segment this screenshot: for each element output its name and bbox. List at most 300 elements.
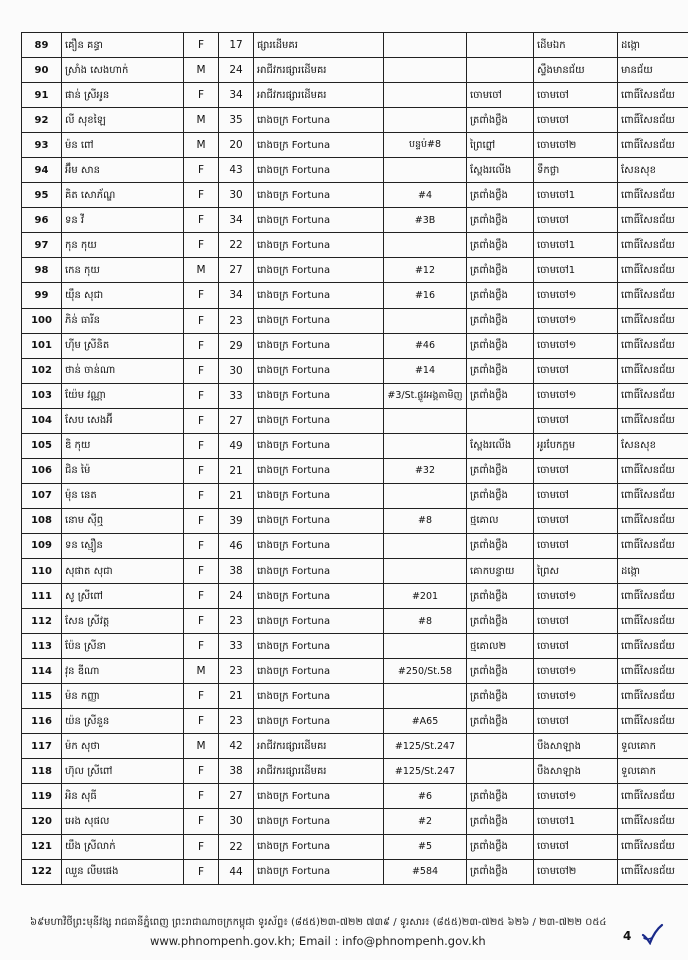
- cell-name: ថាន់ ចាន់ណា: [62, 358, 184, 383]
- cell-workplace: រោងចក្រ Fortuna: [254, 133, 384, 158]
- footer-address: ៦៩មហាវិថីព្រះមុនីវង្ស រាជធានីភ្នំពេញ ព្រះរាជាណាចក្រកម្ពុជា ទូរស័ព្ទ៖ (៨៥៥)២៣-៧២២ ៧៣៩ / ទូរសារ៖ (៨៥៥)២៣-៧២៥ ៦២៦ / ២៣-៧២២ ០៥៤: [30, 917, 607, 928]
- table-row: [22, 233, 688, 258]
- table-row: [22, 684, 688, 709]
- cell-house-address: [384, 408, 467, 433]
- cell-number: 112: [22, 609, 62, 634]
- cell-age: 44: [219, 859, 254, 884]
- cell-workplace: អាជីវករផ្សារដើមគរ: [254, 83, 384, 108]
- cell-commune: ចោមចៅ: [534, 408, 618, 433]
- cell-commune: ចោមចៅ: [534, 358, 618, 383]
- cell-age: 35: [219, 108, 254, 133]
- cell-village: ព្រៃព្នៅ: [467, 133, 534, 158]
- cell-district: ពោធិ៍សែនជ័យ: [618, 508, 688, 533]
- table-row: [22, 834, 688, 859]
- cell-age: 23: [219, 709, 254, 734]
- cell-district: ពោធិ៍សែនជ័យ: [618, 333, 688, 358]
- cell-number: 104: [22, 408, 62, 433]
- cell-village: ត្រពាំងថ្លឹង: [467, 233, 534, 258]
- cell-number: 109: [22, 533, 62, 558]
- cell-village: ត្រពាំងថ្លឹង: [467, 809, 534, 834]
- cell-sex: F: [184, 859, 219, 884]
- cell-workplace: រោងចក្រ Fortuna: [254, 659, 384, 684]
- cell-age: 27: [219, 784, 254, 809]
- cell-name: ភិន់ ធារីន: [62, 308, 184, 333]
- cell-number: 93: [22, 133, 62, 158]
- cell-age: 38: [219, 558, 254, 583]
- cell-house-address: [384, 433, 467, 458]
- cell-commune: ចោមចៅ១: [534, 283, 618, 308]
- cell-commune: ព្រៃស: [534, 558, 618, 583]
- cell-name: ប៉ែន ស្រីនា: [62, 634, 184, 659]
- cell-commune: ចោមចៅ១: [534, 784, 618, 809]
- cell-age: 39: [219, 508, 254, 533]
- table-row: [22, 558, 688, 583]
- cell-district: ពោធិ៍សែនជ័យ: [618, 609, 688, 634]
- cell-district: មានជ័យ: [618, 58, 688, 83]
- cell-age: 22: [219, 233, 254, 258]
- cell-village: ថ្មគោល: [467, 508, 534, 533]
- cell-district: ពោធិ៍សែនជ័យ: [618, 183, 688, 208]
- cell-workplace: រោងចក្រ Fortuna: [254, 584, 384, 609]
- cell-village: ត្រពាំងថ្លឹង: [467, 784, 534, 809]
- cell-house-address: #201: [384, 584, 467, 609]
- cell-name: ស្រាំង សេងហាក់: [62, 58, 184, 83]
- cell-village: [467, 58, 534, 83]
- table-row: [22, 283, 688, 308]
- cell-district: ពោធិ៍សែនជ័យ: [618, 584, 688, 609]
- cell-number: 89: [22, 33, 62, 58]
- cell-commune: ចោមចៅ1: [534, 183, 618, 208]
- cell-village: ត្រពាំងថ្លឹង: [467, 483, 534, 508]
- table-row: [22, 258, 688, 283]
- cell-commune: ចោមចៅ១: [534, 684, 618, 709]
- cell-district: ពោធិ៍សែនជ័យ: [618, 684, 688, 709]
- cell-number: 120: [22, 809, 62, 834]
- cell-number: 107: [22, 483, 62, 508]
- cell-house-address: #2: [384, 809, 467, 834]
- cell-sex: F: [184, 483, 219, 508]
- cell-village: ត្រពាំងថ្លឹង: [467, 108, 534, 133]
- cell-commune: ចោមចៅ១: [534, 308, 618, 333]
- cell-village: ត្រពាំងថ្លឹង: [467, 308, 534, 333]
- cell-house-address: [384, 483, 467, 508]
- cell-house-address: #16: [384, 283, 467, 308]
- cell-commune: ចោមចៅ: [534, 533, 618, 558]
- cell-age: 38: [219, 759, 254, 784]
- table-row: [22, 609, 688, 634]
- cell-district: ពោធិ៍សែនជ័យ: [618, 308, 688, 333]
- cell-commune: ចោមចៅ: [534, 609, 618, 634]
- cell-workplace: រោងចក្រ Fortuna: [254, 859, 384, 884]
- cell-village: [467, 33, 534, 58]
- cell-name: ឌិ កុយ: [62, 433, 184, 458]
- cell-sex: F: [184, 408, 219, 433]
- table-row: [22, 759, 688, 784]
- cell-name: ម៉ុន នេត: [62, 483, 184, 508]
- cell-sex: F: [184, 584, 219, 609]
- cell-sex: F: [184, 609, 219, 634]
- cell-village: គោកបន្ទាយ: [467, 558, 534, 583]
- cell-name: ទន ស្មឿន: [62, 533, 184, 558]
- cell-house-address: #250/St.58: [384, 659, 467, 684]
- cell-sex: M: [184, 659, 219, 684]
- cell-age: 42: [219, 734, 254, 759]
- cell-number: 98: [22, 258, 62, 283]
- cell-workplace: រោងចក្រ Fortuna: [254, 208, 384, 233]
- cell-age: 21: [219, 458, 254, 483]
- cell-name: អិន សុធី: [62, 784, 184, 809]
- cell-age: 27: [219, 408, 254, 433]
- cell-village: ត្រពាំងថ្លឹង: [467, 358, 534, 383]
- cell-number: 106: [22, 458, 62, 483]
- cell-workplace: រោងចក្រ Fortuna: [254, 684, 384, 709]
- cell-name: សុផាត សុជា: [62, 558, 184, 583]
- cell-district: ពោធិ៍សែនជ័យ: [618, 483, 688, 508]
- cell-village: ត្រពាំងថ្លឹង: [467, 458, 534, 483]
- cell-name: អ៊ឹម សាន: [62, 158, 184, 183]
- cell-village: ស្ពែងរលើង: [467, 433, 534, 458]
- cell-district: ពោធិ៍សែនជ័យ: [618, 233, 688, 258]
- cell-name: កេន កុយ: [62, 258, 184, 283]
- cell-village: [467, 408, 534, 433]
- cell-district: ពោធិ៍សែនជ័យ: [618, 634, 688, 659]
- table-row: [22, 784, 688, 809]
- table-row: [22, 183, 688, 208]
- cell-name: លី សុខឡៃ: [62, 108, 184, 133]
- cell-workplace: រោងចក្រ Fortuna: [254, 383, 384, 408]
- cell-house-address: [384, 158, 467, 183]
- cell-house-address: #3/St.ផ្លូវអង្គតាមិញ: [384, 383, 467, 408]
- cell-house-address: #3B: [384, 208, 467, 233]
- cell-house-address: [384, 58, 467, 83]
- cell-workplace: អាជីវករផ្សារដើមគរ: [254, 734, 384, 759]
- cell-sex: F: [184, 433, 219, 458]
- cell-number: 105: [22, 433, 62, 458]
- cell-district: ពោធិ៍សែនជ័យ: [618, 458, 688, 483]
- cell-commune: ចោមចៅ: [534, 108, 618, 133]
- cell-commune: អូរបែកក្អម: [534, 433, 618, 458]
- cell-name: ជិន ម៉ៃ: [62, 458, 184, 483]
- cell-district: ពោធិ៍សែនជ័យ: [618, 859, 688, 884]
- cell-house-address: #125/St.247: [384, 759, 467, 784]
- table-row: [22, 158, 688, 183]
- cell-number: 121: [22, 834, 62, 859]
- cell-village: ត្រពាំងថ្លឹង: [467, 533, 534, 558]
- cell-number: 113: [22, 634, 62, 659]
- cell-number: 101: [22, 333, 62, 358]
- cell-sex: F: [184, 684, 219, 709]
- cell-commune: ចោមចៅ1: [534, 233, 618, 258]
- cell-number: 96: [22, 208, 62, 233]
- cell-commune: ចោមចៅ: [534, 634, 618, 659]
- cell-sex: F: [184, 158, 219, 183]
- cell-house-address: #12: [384, 258, 467, 283]
- cell-house-address: #46: [384, 333, 467, 358]
- cell-commune: ចោមចៅ១: [534, 584, 618, 609]
- cell-age: 33: [219, 634, 254, 659]
- cell-commune: បឹងសាឡាង: [534, 759, 618, 784]
- cell-house-address: [384, 308, 467, 333]
- cell-commune: ចោមចៅ: [534, 458, 618, 483]
- cell-commune: ទឹកថ្លា: [534, 158, 618, 183]
- cell-workplace: រោងចក្រ Fortuna: [254, 458, 384, 483]
- cell-number: 90: [22, 58, 62, 83]
- case-table-body: [22, 33, 688, 885]
- cell-house-address: #125/St.247: [384, 734, 467, 759]
- cell-commune: ចោមចៅ២: [534, 133, 618, 158]
- cell-age: 23: [219, 308, 254, 333]
- cell-name: គិត សោភ័ណ្ឌ: [62, 183, 184, 208]
- cell-district: ដង្កោ: [618, 558, 688, 583]
- table-row: [22, 533, 688, 558]
- cell-workplace: ផ្សារដើមគរ: [254, 33, 384, 58]
- cell-workplace: រោងចក្រ Fortuna: [254, 483, 384, 508]
- table-row: [22, 508, 688, 533]
- cell-house-address: [384, 83, 467, 108]
- cell-district: ពោធិ៍សែនជ័យ: [618, 258, 688, 283]
- page-number: 4: [623, 929, 632, 943]
- table-row: [22, 734, 688, 759]
- cell-house-address: #4: [384, 183, 467, 208]
- cell-workplace: រោងចក្រ Fortuna: [254, 433, 384, 458]
- cell-district: ពោធិ៍សែនជ័យ: [618, 83, 688, 108]
- cell-village: ត្រពាំងថ្លឹង: [467, 183, 534, 208]
- cell-workplace: រោងចក្រ Fortuna: [254, 809, 384, 834]
- cell-number: 100: [22, 308, 62, 333]
- cell-name: គឿន គន្ធា: [62, 33, 184, 58]
- cell-village: ត្រពាំងថ្លឹង: [467, 859, 534, 884]
- footer-contact: www.phnompenh.gov.kh; Email : info@phnompenh.gov.kh: [150, 934, 486, 948]
- cell-age: 49: [219, 433, 254, 458]
- cell-age: 24: [219, 58, 254, 83]
- cell-commune: ចោមចៅ1: [534, 809, 618, 834]
- table-row: [22, 33, 688, 58]
- cell-district: ពោធិ៍សែនជ័យ: [618, 108, 688, 133]
- cell-workplace: រោងចក្រ Fortuna: [254, 258, 384, 283]
- cell-number: 122: [22, 859, 62, 884]
- cell-sex: F: [184, 333, 219, 358]
- cell-workplace: រោងចក្រ Fortuna: [254, 358, 384, 383]
- table-row: [22, 108, 688, 133]
- cell-age: 34: [219, 208, 254, 233]
- table-row: [22, 133, 688, 158]
- cell-name: សូ ស្រីពៅ: [62, 584, 184, 609]
- cell-commune: ចោមចៅ: [534, 483, 618, 508]
- cell-name: ទន វី: [62, 208, 184, 233]
- table-row: [22, 659, 688, 684]
- table-row: [22, 709, 688, 734]
- cell-name: ឈួន លីមផេង: [62, 859, 184, 884]
- cell-age: 43: [219, 158, 254, 183]
- cell-sex: M: [184, 734, 219, 759]
- cell-sex: F: [184, 183, 219, 208]
- cell-village: ត្រពាំងថ្លឹង: [467, 609, 534, 634]
- cell-sex: F: [184, 458, 219, 483]
- cell-commune: ចោមចៅ: [534, 508, 618, 533]
- cell-age: 34: [219, 83, 254, 108]
- table-row: [22, 634, 688, 659]
- cell-number: 119: [22, 784, 62, 809]
- cell-house-address: #6: [384, 784, 467, 809]
- cell-commune: បឹងសាឡាង: [534, 734, 618, 759]
- table-row: [22, 208, 688, 233]
- cell-age: 21: [219, 684, 254, 709]
- cell-number: 115: [22, 684, 62, 709]
- cell-age: 29: [219, 333, 254, 358]
- cell-village: ថ្មគោល២: [467, 634, 534, 659]
- cell-name: អេង សុផល: [62, 809, 184, 834]
- cell-commune: ចោមចៅ1: [534, 258, 618, 283]
- cell-age: 24: [219, 584, 254, 609]
- cell-commune: ដើមឯក: [534, 33, 618, 58]
- cell-commune: ចោមចៅ២: [534, 859, 618, 884]
- cell-name: យ៉ឹន សុជា: [62, 283, 184, 308]
- table-row: [22, 408, 688, 433]
- table-row: [22, 83, 688, 108]
- cell-house-address: បន្ទប់#8: [384, 133, 467, 158]
- table-row: [22, 483, 688, 508]
- cell-district: ពោធិ៍សែនជ័យ: [618, 834, 688, 859]
- table-row: [22, 58, 688, 83]
- cell-workplace: រោងចក្រ Fortuna: [254, 408, 384, 433]
- cell-number: 111: [22, 584, 62, 609]
- cell-age: 33: [219, 383, 254, 408]
- cell-commune: ចោមចៅ១: [534, 659, 618, 684]
- cell-age: 46: [219, 533, 254, 558]
- cell-workplace: រោងចក្រ Fortuna: [254, 283, 384, 308]
- cell-number: 116: [22, 709, 62, 734]
- cell-name: វុន ឌីណា: [62, 659, 184, 684]
- cell-name: កុន កុយ: [62, 233, 184, 258]
- cell-district: ពោធិ៍សែនជ័យ: [618, 659, 688, 684]
- cell-district: ពោធិ៍សែនជ័យ: [618, 208, 688, 233]
- cell-number: 99: [22, 283, 62, 308]
- cell-district: ដង្កោ: [618, 33, 688, 58]
- cell-sex: F: [184, 208, 219, 233]
- cell-district: ពោធិ៍សែនជ័យ: [618, 283, 688, 308]
- cell-name: យឹង ស្រីលាក់: [62, 834, 184, 859]
- cell-workplace: រោងចក្រ Fortuna: [254, 558, 384, 583]
- cell-commune: ចោមចៅ: [534, 834, 618, 859]
- cell-workplace: រោងចក្រ Fortuna: [254, 508, 384, 533]
- cell-number: 110: [22, 558, 62, 583]
- cell-name: យ៉ែម វណ្ណា: [62, 383, 184, 408]
- cell-village: [467, 734, 534, 759]
- cell-name: ម៉ក សុថា: [62, 734, 184, 759]
- cell-sex: M: [184, 108, 219, 133]
- cell-name: នោម ស៊ីឮ: [62, 508, 184, 533]
- cell-district: ពោធិ៍សែនជ័យ: [618, 383, 688, 408]
- table-row: [22, 358, 688, 383]
- cell-sex: M: [184, 258, 219, 283]
- table-row: [22, 859, 688, 884]
- check-mark-icon: [640, 923, 664, 945]
- cell-district: ពោធិ៍សែនជ័យ: [618, 408, 688, 433]
- cell-commune: ចោមចៅ: [534, 709, 618, 734]
- cell-age: 30: [219, 183, 254, 208]
- cell-village: ត្រពាំងថ្លឹង: [467, 584, 534, 609]
- cell-workplace: រោងចក្រ Fortuna: [254, 333, 384, 358]
- cell-house-address: [384, 558, 467, 583]
- cell-name: ហ៊ុល ស្រីពៅ: [62, 759, 184, 784]
- cell-sex: F: [184, 784, 219, 809]
- cell-house-address: #8: [384, 609, 467, 634]
- cell-sex: F: [184, 809, 219, 834]
- table-row: [22, 383, 688, 408]
- cell-workplace: រោងចក្រ Fortuna: [254, 784, 384, 809]
- cell-number: 108: [22, 508, 62, 533]
- cell-house-address: #584: [384, 859, 467, 884]
- cell-age: 30: [219, 809, 254, 834]
- table-row: [22, 333, 688, 358]
- cell-village: ត្រពាំងថ្លឹង: [467, 684, 534, 709]
- cell-sex: F: [184, 358, 219, 383]
- cell-district: ពោធិ៍សែនជ័យ: [618, 533, 688, 558]
- cell-workplace: អាជីវករផ្សារដើមគរ: [254, 759, 384, 784]
- cell-number: 97: [22, 233, 62, 258]
- table-row: [22, 809, 688, 834]
- cell-age: 30: [219, 358, 254, 383]
- cell-number: 95: [22, 183, 62, 208]
- cell-age: 22: [219, 834, 254, 859]
- cell-district: ពោធិ៍សែនជ័យ: [618, 809, 688, 834]
- cell-workplace: រោងចក្រ Fortuna: [254, 158, 384, 183]
- cell-sex: F: [184, 634, 219, 659]
- cell-village: [467, 759, 534, 784]
- cell-village: ត្រពាំងថ្លឹង: [467, 283, 534, 308]
- cell-district: ពោធិ៍សែនជ័យ: [618, 133, 688, 158]
- cell-name: យ៉ន ស្រីនួន: [62, 709, 184, 734]
- cell-number: 94: [22, 158, 62, 183]
- cell-sex: F: [184, 283, 219, 308]
- cell-district: សែនសុខ: [618, 158, 688, 183]
- cell-house-address: #14: [384, 358, 467, 383]
- cell-house-address: [384, 634, 467, 659]
- cell-village: ត្រពាំងថ្លឹង: [467, 709, 534, 734]
- cell-district: ទួលគោក: [618, 759, 688, 784]
- table-row: [22, 458, 688, 483]
- cell-commune: ចោមចៅ: [534, 83, 618, 108]
- cell-house-address: [384, 233, 467, 258]
- cell-village: ត្រពាំងថ្លឹង: [467, 208, 534, 233]
- cell-house-address: #5: [384, 834, 467, 859]
- cell-number: 118: [22, 759, 62, 784]
- cell-sex: F: [184, 834, 219, 859]
- cell-district: សែនសុខ: [618, 433, 688, 458]
- cell-number: 114: [22, 659, 62, 684]
- cell-number: 103: [22, 383, 62, 408]
- cell-village: ស្ពែងរលើង: [467, 158, 534, 183]
- cell-number: 102: [22, 358, 62, 383]
- cell-age: 27: [219, 258, 254, 283]
- cell-sex: F: [184, 83, 219, 108]
- cell-name: ម៉ន កញ្ញា: [62, 684, 184, 709]
- cell-workplace: រោងចក្រ Fortuna: [254, 834, 384, 859]
- cell-village: ត្រពាំងថ្លឹង: [467, 383, 534, 408]
- cell-sex: F: [184, 558, 219, 583]
- cell-house-address: [384, 33, 467, 58]
- cell-name: សែប សេងអ៊ី: [62, 408, 184, 433]
- cell-sex: F: [184, 508, 219, 533]
- cell-sex: M: [184, 58, 219, 83]
- cell-commune: ស្ទឹងមានជ័យ: [534, 58, 618, 83]
- cell-age: 34: [219, 283, 254, 308]
- table-row: [22, 308, 688, 333]
- cell-workplace: រោងចក្រ Fortuna: [254, 533, 384, 558]
- cell-workplace: រោងចក្រ Fortuna: [254, 308, 384, 333]
- cell-village: ត្រពាំងថ្លឹង: [467, 258, 534, 283]
- cell-district: ពោធិ៍សែនជ័យ: [618, 709, 688, 734]
